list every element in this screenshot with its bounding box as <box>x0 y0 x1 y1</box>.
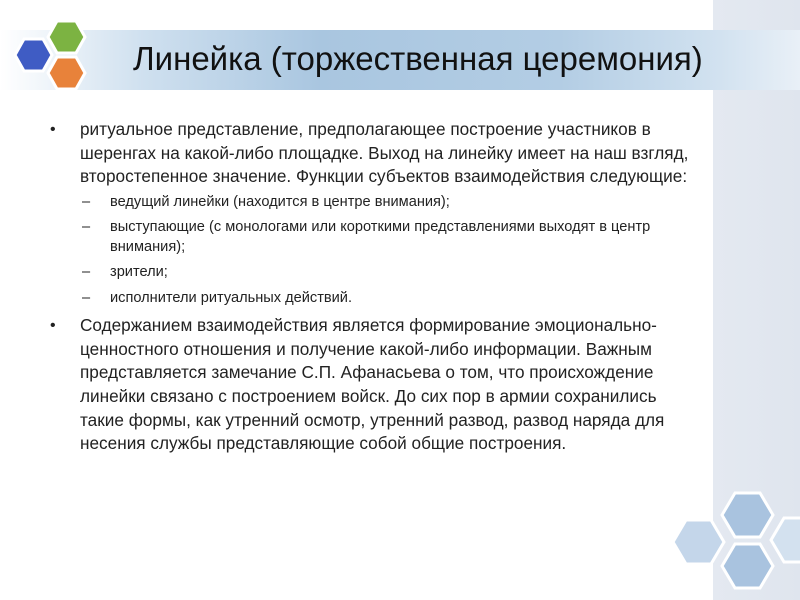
sub-item <box>50 193 700 213</box>
sub-item-text: исполнители ритуальных действий. <box>110 289 353 306</box>
sub-item-text: ведущий линейки (находится в центре внимания); <box>110 193 450 210</box>
sub-item-text: выступающие (с монологами или короткими представлениями выходят в центр внимания); <box>110 219 651 255</box>
slide-content <box>50 118 700 460</box>
sub-item <box>50 289 700 309</box>
sub-marker: – <box>82 289 91 306</box>
sub-item <box>50 218 700 257</box>
hexagon-light-icon <box>771 518 800 562</box>
sub-list <box>50 193 700 309</box>
hexagon-orange-icon <box>48 57 85 89</box>
bullet-text: Содержанием взаимодействия является формирование эмоционально-ценностного отношения и получение какой-либо информации. Важным представляется замечание С.П. Афанасьева о том, что происхождение линейки связано с построением войск. До сих пор в армии сохранились такие формы, как утренний осмотр, утренний развод, развод наряда для несения службы представляющие собой общие построения. <box>80 315 665 454</box>
hexagon-green-icon <box>48 21 85 53</box>
hexagon-light-icon <box>722 544 773 588</box>
bullet-item <box>50 314 700 456</box>
sub-item-text: зрители; <box>110 264 168 281</box>
sub-marker: – <box>82 264 91 281</box>
bullet-item <box>50 118 700 189</box>
bullet-marker: • <box>50 121 56 138</box>
hexagon-blue-icon <box>15 39 52 71</box>
sub-marker: – <box>82 193 91 210</box>
sub-marker: – <box>82 219 91 236</box>
slide-title: Линейка (торжественная церемония) <box>133 40 703 77</box>
hexagon-light-icon <box>722 493 773 537</box>
hexagon-light-icon <box>673 520 724 564</box>
bullet-text: ритуальное представление, предполагающее построение участников в шеренгах на какой-либо площадке. Выход на линейку имеет на наш взгляд, второстепенное значение. Функции субъектов взаимодействия следующие: <box>80 119 689 187</box>
bullet-marker: • <box>50 317 56 335</box>
sub-item <box>50 263 700 283</box>
